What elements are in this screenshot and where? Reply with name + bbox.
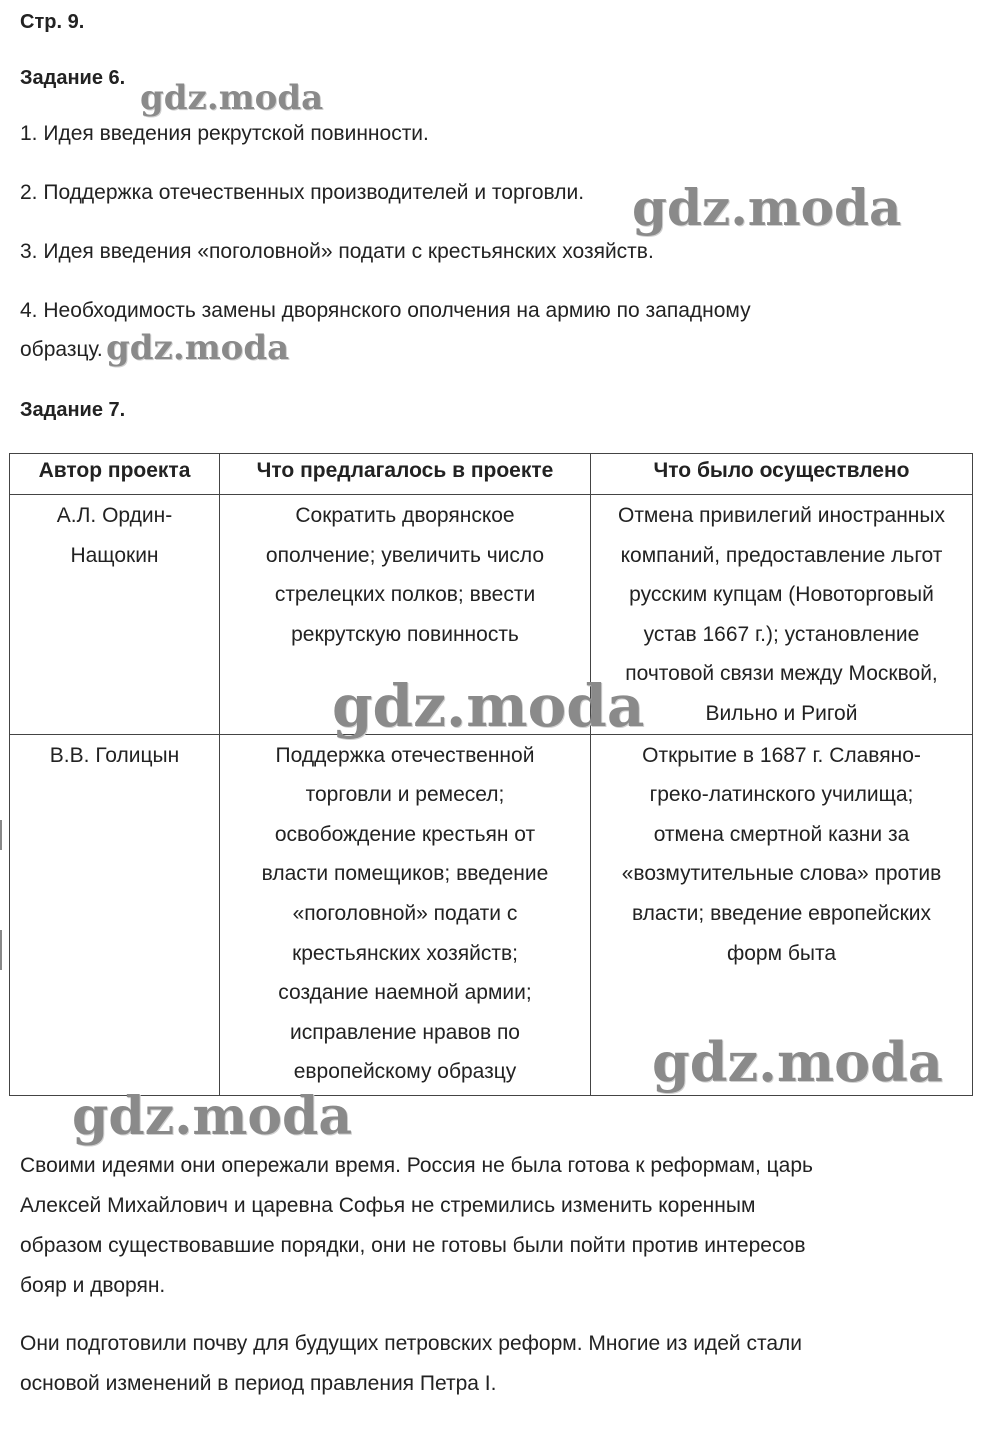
- header-author: Автор проекта: [10, 454, 220, 495]
- task6-title: Задание 6.: [20, 67, 126, 89]
- cell-done: Отмена привилегий иностранных компаний, предоставление льгот русским купцам (Новоторговый устав 1667 г.); установление почтовой связи между Москвой, Вильно и Ригой: [591, 495, 973, 735]
- watermark-logo: gdz.moda: [652, 1030, 943, 1094]
- table-row: [10, 495, 973, 735]
- watermark-logo: gdz.moda: [140, 78, 324, 118]
- cell-proposed: Поддержка отечественной торговли и ремесел; освобождение крестьян от власти помещиков; введение «поголовной» подати с крестьянских хозяйств; создание наемной армии; исправление нравов по европейскому образцу: [220, 734, 591, 1095]
- projects-table: [9, 453, 973, 1096]
- task6-item-4-cont: образцу.: [20, 338, 103, 361]
- page-label: Стр. 9.: [20, 11, 85, 33]
- task7-title: Задание 7.: [20, 399, 126, 421]
- table-header-row: [10, 454, 973, 495]
- watermark-logo: gdz.moda: [72, 1086, 353, 1147]
- watermark-logo: gdz.moda: [106, 328, 290, 368]
- cell-proposed: Сократить дворянское ополчение; увеличить число стрелецких полков; ввести рекрутскую повинность: [220, 495, 591, 735]
- cell-done: Открытие в 1687 г. Славяно- греко-латинского училища; отмена смертной казни за «возмутительные слова» против власти; введение европейских форм быта: [591, 734, 973, 1095]
- cell-author: В.В. Голицын: [10, 734, 220, 1095]
- conclusion-paragraph-2: Они подготовили почву для будущих петровских реформ. Многие из идей стали основой изменений в период правления Петра I.: [20, 1332, 803, 1395]
- task6-item-3: 3. Идея введения «поголовной» подати с крестьянских хозяйств.: [20, 240, 654, 263]
- task6-item-1: 1. Идея введения рекрутской повинности.: [20, 122, 429, 145]
- edge-marker: [0, 820, 2, 850]
- edge-marker: [0, 930, 2, 970]
- conclusion-paragraph-1: Своими идеями они опережали время. Россия не была готова к реформам, царь Алексей Михайлович и царевна Софья не стремились изменить коренным образом существовавшие порядки, они не готовы были пойти против интересов бояр и дворян.: [20, 1154, 813, 1297]
- table-row: [10, 734, 973, 1095]
- task6-item-2: 2. Поддержка отечественных производителей и торговли.: [20, 181, 585, 204]
- watermark-logo: gdz.moda: [632, 178, 902, 237]
- header-proposed: Что предлагалось в проекте: [220, 454, 591, 495]
- cell-author: А.Л. Ордин- Нащокин: [10, 495, 220, 735]
- watermark-logo: gdz.moda: [332, 672, 645, 740]
- task6-item-4: 4. Необходимость замены дворянского ополчения на армию по западному: [20, 299, 751, 322]
- header-done: Что было осуществлено: [591, 454, 973, 495]
